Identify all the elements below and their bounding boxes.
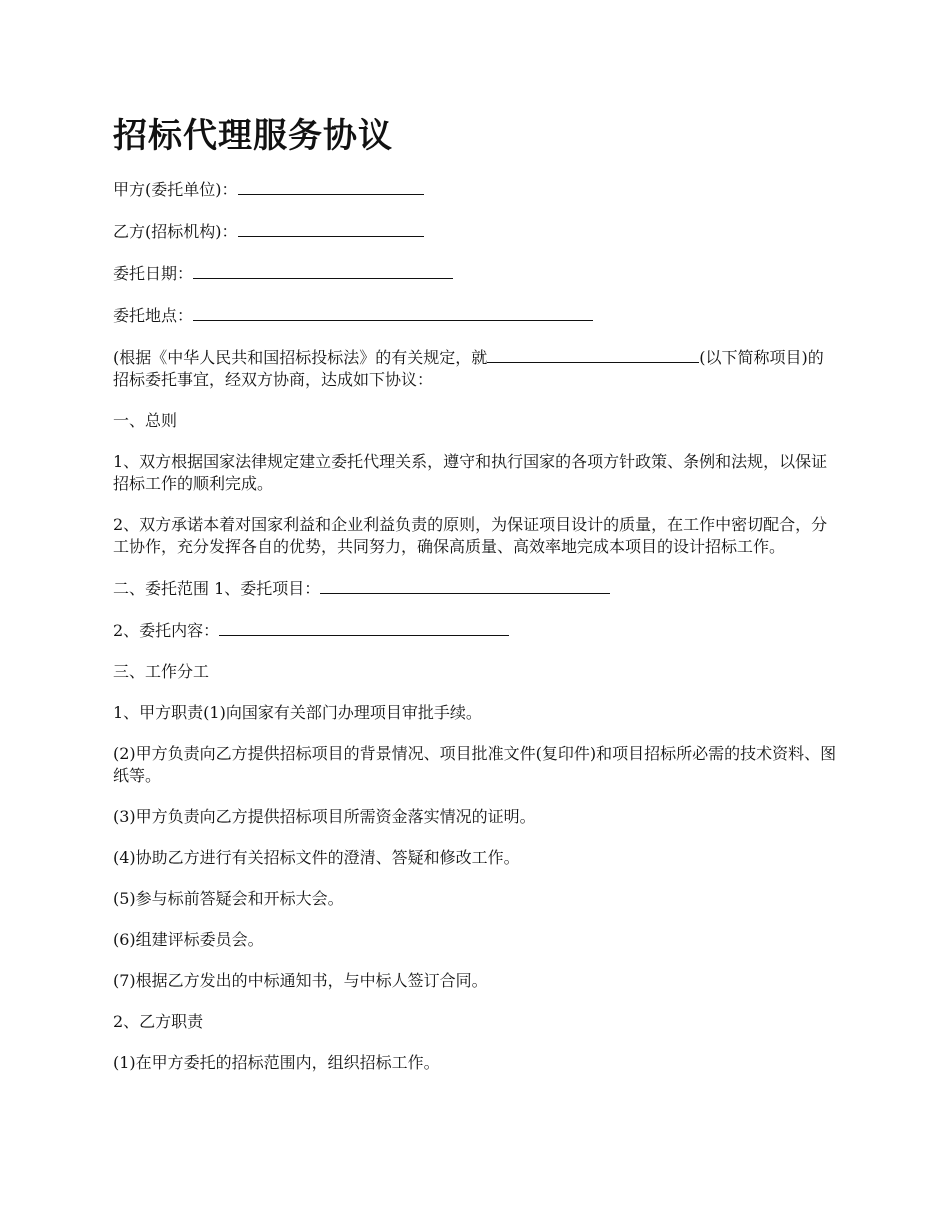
scope-content-blank[interactable] bbox=[219, 619, 509, 636]
place-label: 委托地点： bbox=[113, 306, 194, 325]
document-title: 招标代理服务协议 bbox=[113, 116, 393, 156]
date-label: 委托日期： bbox=[113, 264, 194, 283]
document-page bbox=[113, 112, 838, 1093]
party-a-field bbox=[113, 178, 838, 201]
general-clause-2: 2、双方承诺本着对国家利益和企业利益负责的原则，为保证项目设计的质量，在工作中密切配合，分工协作，充分发挥各自的优势，共同努力，确保高质量、高效率地完成本项目的设计招标工作。 bbox=[113, 515, 828, 556]
party-b-duties-heading: 2、乙方职责 bbox=[113, 1012, 204, 1031]
intro-paragraph bbox=[113, 346, 838, 391]
scope-content-label: 2、委托内容： bbox=[113, 621, 220, 640]
party-b-blank[interactable] bbox=[238, 220, 424, 237]
intro-after-blank: (以下简称项目)的招标委托事宜，经双方协商，达成如下协议： bbox=[113, 348, 824, 389]
party-a-duty-4: (4)协助乙方进行有关招标文件的澄清、答疑和修改工作。 bbox=[113, 848, 520, 867]
date-blank[interactable] bbox=[193, 262, 453, 279]
place-field bbox=[113, 304, 838, 327]
party-a-duty-6: (6)组建评标委员会。 bbox=[113, 930, 264, 949]
date-field bbox=[113, 262, 838, 285]
section-division-heading: 三、工作分工 bbox=[113, 662, 210, 681]
party-b-duty-1: (1)在甲方委托的招标范围内，组织招标工作。 bbox=[113, 1053, 440, 1072]
scope-content-field bbox=[113, 619, 838, 642]
party-a-duty-1: 1、甲方职责(1)向国家有关部门办理项目审批手续。 bbox=[113, 703, 482, 722]
party-a-duty-2: (2)甲方负责向乙方提供招标项目的背景情况、项目批准文件(复印件)和项目招标所必需的技术资料、图纸等。 bbox=[113, 744, 837, 785]
place-blank[interactable] bbox=[193, 304, 593, 321]
section-general-heading: 一、总则 bbox=[113, 411, 178, 430]
party-a-duty-7: (7)根据乙方发出的中标通知书，与中标人签订合同。 bbox=[113, 971, 488, 990]
project-name-blank[interactable] bbox=[487, 346, 699, 363]
party-b-label: 乙方(招标机构)： bbox=[113, 222, 238, 241]
party-b-field bbox=[113, 220, 838, 243]
scope-project-field bbox=[113, 577, 838, 600]
scope-project-blank[interactable] bbox=[320, 577, 610, 594]
intro-before-blank: (根据《中华人民共和国招标投标法》的有关规定，就 bbox=[113, 348, 488, 367]
general-clause-1: 1、双方根据国家法律规定建立委托代理关系，遵守和执行国家的各项方针政策、条例和法规，以保证招标工作的顺利完成。 bbox=[113, 452, 828, 493]
party-a-label: 甲方(委托单位)： bbox=[113, 180, 238, 199]
scope-heading-label: 二、委托范围 1、委托项目： bbox=[113, 579, 321, 598]
party-a-blank[interactable] bbox=[238, 178, 424, 195]
party-a-duty-3: (3)甲方负责向乙方提供招标项目所需资金落实情况的证明。 bbox=[113, 807, 536, 826]
party-a-duty-5: (5)参与标前答疑会和开标大会。 bbox=[113, 889, 344, 908]
